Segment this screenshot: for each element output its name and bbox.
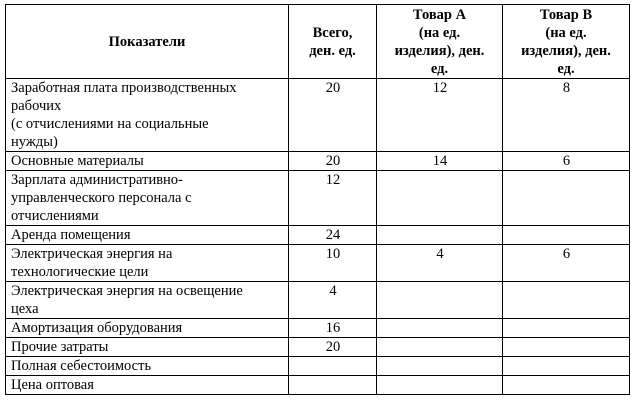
row-product-b: 6	[503, 245, 630, 282]
row-product-b	[503, 357, 630, 376]
row-total	[289, 376, 377, 395]
row-product-a	[377, 357, 503, 376]
row-product-a	[377, 226, 503, 245]
row-label: Основные материалы	[6, 152, 289, 171]
row-product-b	[503, 319, 630, 338]
row-total: 12	[289, 171, 377, 226]
table-row	[6, 171, 630, 226]
table-row	[6, 152, 630, 171]
row-total: 24	[289, 226, 377, 245]
row-product-b: 6	[503, 152, 630, 171]
row-label: Аренда помещения	[6, 226, 289, 245]
row-total: 20	[289, 338, 377, 357]
row-product-a	[377, 376, 503, 395]
row-product-b: 8	[503, 79, 630, 152]
row-label: Заработная плата производственных рабочих (с отчислениями на социальные нужды)	[6, 79, 289, 152]
row-product-b	[503, 171, 630, 226]
row-product-a: 4	[377, 245, 503, 282]
table-row	[6, 338, 630, 357]
row-total: 10	[289, 245, 377, 282]
row-product-a	[377, 282, 503, 319]
row-label: Прочие затраты	[6, 338, 289, 357]
cost-table	[5, 4, 630, 395]
row-label: Амортизация оборудования	[6, 319, 289, 338]
row-product-a	[377, 338, 503, 357]
table-row	[6, 226, 630, 245]
row-product-a	[377, 171, 503, 226]
table-row	[6, 319, 630, 338]
row-total: 20	[289, 79, 377, 152]
row-total: 16	[289, 319, 377, 338]
row-product-b	[503, 226, 630, 245]
row-total	[289, 357, 377, 376]
table-row	[6, 376, 630, 395]
table-row	[6, 245, 630, 282]
table-row	[6, 282, 630, 319]
row-product-a: 14	[377, 152, 503, 171]
row-product-b	[503, 376, 630, 395]
row-label: Цена оптовая	[6, 376, 289, 395]
row-label: Зарплата административно- управленческого персонала с отчислениями	[6, 171, 289, 226]
header-product-a: Товар А (на ед. изделия), ден. ед.	[377, 5, 503, 79]
header-total: Всего, ден. ед.	[289, 5, 377, 79]
header-product-b: Товар В (на ед. изделия), ден. ед.	[503, 5, 630, 79]
row-total: 4	[289, 282, 377, 319]
table-row	[6, 357, 630, 376]
row-label: Электрическая энергия на технологические цели	[6, 245, 289, 282]
header-row	[6, 5, 630, 79]
row-label: Полная себестоимость	[6, 357, 289, 376]
row-product-a	[377, 319, 503, 338]
row-label: Электрическая энергия на освещение цеха	[6, 282, 289, 319]
header-indicators: Показатели	[6, 5, 289, 79]
table-row	[6, 79, 630, 152]
row-total: 20	[289, 152, 377, 171]
row-product-b	[503, 338, 630, 357]
row-product-b	[503, 282, 630, 319]
row-product-a: 12	[377, 79, 503, 152]
